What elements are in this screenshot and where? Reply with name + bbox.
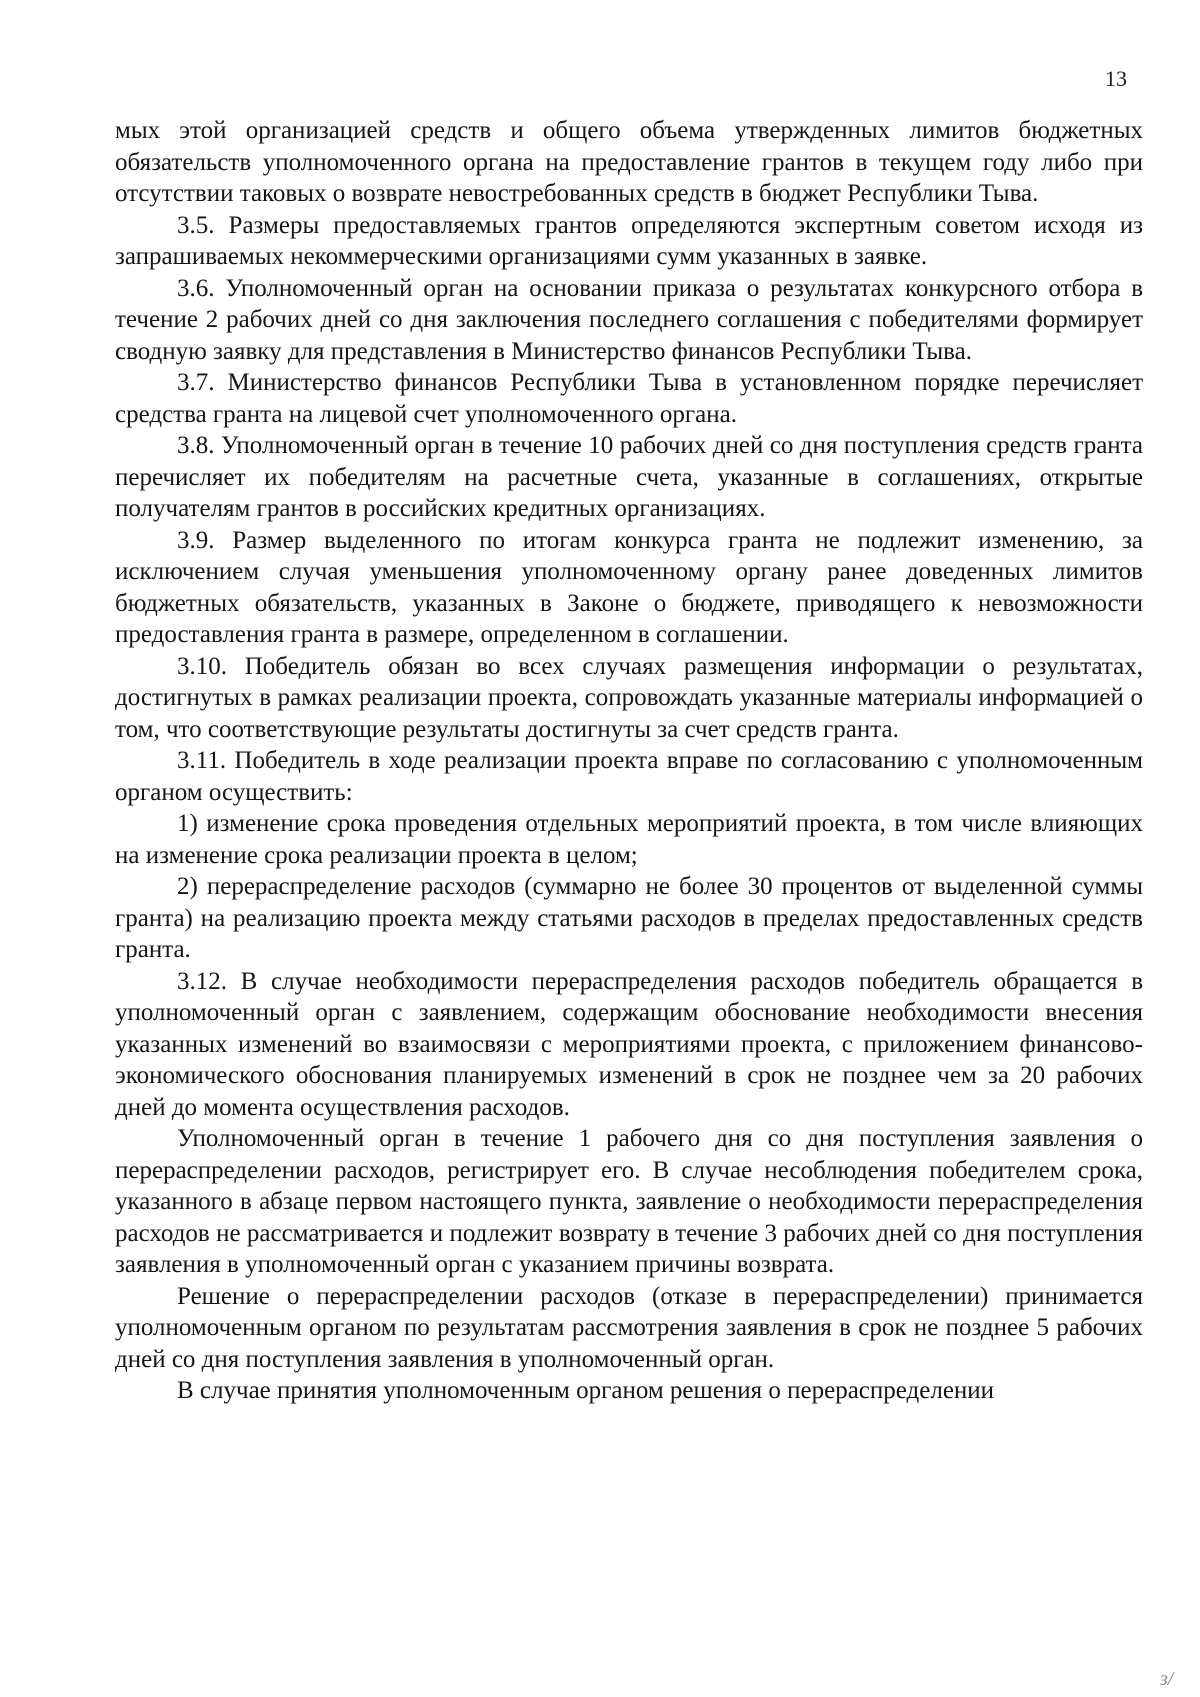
paragraph-3-10: 3.10. Победитель обязан во всех случаях размещения информации о результатах, достигнутых в рамках реализации проекта, сопровождать указанные материалы информацией о том, что соответствующие результаты достигнуты за счет средств гранта. bbox=[115, 652, 1143, 743]
paragraph-3-9: 3.9. Размер выделенного по итогам конкурса гранта не подлежит изменению, за исключением случая уменьшения уполномоченному органу ранее доведенных лимитов бюджетных обязательств, указанных в Законе о бюджете, приводящего к невозможности предоставления гранта в размере, определенном в соглашении. bbox=[115, 526, 1143, 648]
page-number: 13 bbox=[1105, 66, 1127, 91]
scan-corner-mark: ɜ/ bbox=[1160, 1668, 1174, 1690]
paragraph-last: В случае принятия уполномоченным органом решения о перераспределении bbox=[177, 1377, 995, 1404]
paragraph-registration: Уполномоченный орган в течение 1 рабочего дня со дня поступления заявления о перераспределении расходов, регистрирует его. В случае несоблюдения победителем срока, указанного в абзаце первом настоящего пункта, заявление о необходимости перераспределения расходов не рассматривается и подлежит возврату в течение 3 рабочих дней со дня поступления заявления в уполномоченный орган с указанием причины возврата. bbox=[115, 1125, 1143, 1278]
paragraph-3-12: 3.12. В случае необходимости перераспределения расходов победитель обращается в уполномоченный орган с заявлением, содержащим обоснование необходимости внесения указанных изменений во взаимосвязи с мероприятиями проекта, с приложением финансово-экономического обоснования планируемых изменений в срок не позднее чем за 20 рабочих дней до момента осуществления расходов. bbox=[115, 967, 1143, 1121]
paragraph-3-5: 3.5. Размеры предоставляемых грантов определяются экспертным советом исходя из запрашиваемых некоммерческими организациями сумм указанных в заявке. bbox=[115, 211, 1143, 270]
paragraph-3-7: 3.7. Министерство финансов Республики Тыва в установленном порядке перечисляет средства гранта на лицевой счет уполномоченного органа. bbox=[115, 369, 1143, 428]
document-body bbox=[115, 115, 1143, 1407]
paragraph-3-11-item-2: 2) перераспределение расходов (суммарно не более 30 процентов от выделенной суммы гранта) на реализацию проекта между статьями расходов в пределах предоставленных средств гранта. bbox=[115, 873, 1143, 963]
paragraph-3-11: 3.11. Победитель в ходе реализации проекта вправе по согласованию с уполномоченным органом осуществить: bbox=[115, 747, 1143, 806]
paragraph-3-11-item-1: 1) изменение срока проведения отдельных мероприятий проекта, в том числе влияющих на изменение срока реализации проекта в целом; bbox=[115, 810, 1143, 869]
paragraph-3-6: 3.6. Уполномоченный орган на основании приказа о результатах конкурсного отбора в течение 2 рабочих дней со дня заключения последнего соглашения с победителями формирует сводную заявку для представления в Министерство финансов Республики Тыва. bbox=[115, 274, 1143, 365]
paragraph-decision: Решение о перераспределении расходов (отказе в перераспределении) принимается уполномоченным органом по результатам рассмотрения заявления в срок не позднее 5 рабочих дней со дня поступления заявления в уполномоченный орган. bbox=[115, 1282, 1143, 1373]
paragraph-continuation: мых этой организацией средств и общего объема утвержденных лимитов бюджетных обязательств уполномоченного органа на предоставление грантов в текущем году либо при отсутствии таковых о возврате невостребованных средств в бюджет Республики Тыва. bbox=[115, 117, 1143, 207]
paragraph-3-8: 3.8. Уполномоченный орган в течение 10 рабочих дней со дня поступления средств гранта перечисляет их победителям на расчетные счета, указанные в соглашениях, открытые получателям грантов в российских кредитных организациях. bbox=[115, 432, 1143, 522]
